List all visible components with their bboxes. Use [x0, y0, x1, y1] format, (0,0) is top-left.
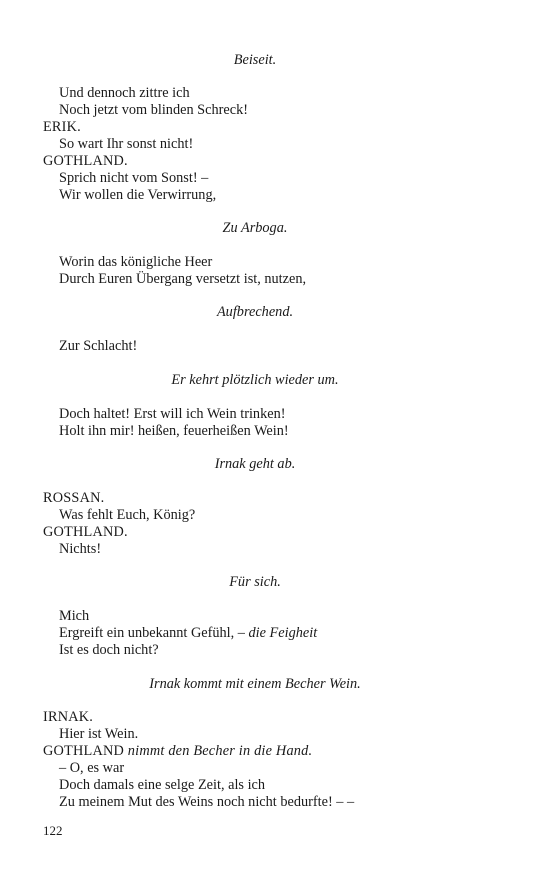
verse-line	[59, 271, 306, 287]
verse-line	[59, 760, 124, 776]
verse-line	[59, 507, 195, 523]
line-text: – O, es war	[59, 760, 125, 776]
line-text: Worin das königliche Heer	[59, 254, 213, 270]
line-text: GOTHLAND	[43, 743, 128, 759]
line-text: IRNAK.	[43, 709, 94, 725]
speaker-name	[43, 119, 81, 135]
line-text: ERIK.	[43, 119, 81, 135]
stage-direction	[0, 456, 510, 472]
line-text: GOTHLAND.	[43, 153, 128, 169]
verse-line	[59, 136, 193, 152]
line-text: GOTHLAND.	[43, 524, 128, 540]
verse-line	[59, 794, 354, 810]
speaker-name	[43, 709, 93, 725]
speaker-name	[43, 153, 128, 169]
line-text: Aufbrechend.	[216, 304, 294, 320]
line-text: Beiseit.	[233, 52, 277, 68]
line-text: Und dennoch zittre ich	[59, 85, 190, 101]
line-text: Er kehrt plötzlich wieder um.	[171, 372, 339, 388]
line-text: Was fehlt Euch, König?	[59, 507, 196, 523]
line-text: Irnak geht ab.	[214, 456, 296, 472]
line-text: Ergreift ein unbekannt Gefühl, –	[59, 625, 249, 641]
verse-line	[59, 85, 190, 101]
line-italic-text: die Feigheit	[248, 625, 318, 641]
stage-direction	[0, 372, 510, 388]
line-text: Holt ihn mir! heißen, feuerheißen Wein!	[59, 423, 289, 439]
line-text: So wart Ihr sonst nicht!	[59, 136, 194, 152]
line-text: Sprich nicht vom Sonst! –	[59, 170, 209, 186]
verse-line	[59, 406, 285, 422]
stage-direction	[0, 676, 510, 692]
line-text: Wir wollen die Verwirrung,	[59, 187, 217, 203]
stage-direction	[0, 574, 510, 590]
verse-line	[59, 423, 289, 439]
verse-line	[59, 338, 137, 354]
verse-line	[59, 187, 216, 203]
line-text: Für sich.	[229, 574, 281, 590]
line-text: Nichts!	[59, 541, 102, 557]
verse-line	[59, 777, 265, 793]
stage-direction	[0, 52, 510, 68]
line-text: Durch Euren Übergang versetzt ist, nutzen,	[59, 271, 307, 287]
speaker-name	[43, 490, 104, 506]
line-text: Ist es doch nicht?	[59, 642, 159, 658]
stage-direction	[0, 220, 510, 236]
verse-line	[59, 726, 138, 742]
verse-line	[59, 625, 317, 641]
line-text: Zu meinem Mut des Weins noch nicht bedurfte! – –	[59, 794, 355, 810]
line-text: ROSSAN.	[43, 490, 105, 506]
verse-line	[59, 541, 101, 557]
line-text: Doch haltet! Erst will ich Wein trinken!	[59, 406, 286, 422]
line-text: Zu Arboga.	[222, 220, 288, 236]
line-text: Mich	[59, 608, 90, 624]
speaker-name	[43, 743, 312, 759]
stage-direction	[0, 304, 510, 320]
verse-line	[59, 642, 159, 658]
line-text: Irnak kommt mit einem Becher Wein.	[149, 676, 361, 692]
line-text: Doch damals eine selge Zeit, als ich	[59, 777, 266, 793]
verse-line	[59, 254, 212, 270]
speaker-name	[43, 524, 128, 540]
verse-line	[59, 170, 208, 186]
line-text: Zur Schlacht!	[59, 338, 138, 354]
line-text: Noch jetzt vom blinden Schreck!	[59, 102, 248, 118]
page-number: 122	[43, 823, 63, 838]
line-italic-text: nimmt den Becher in die Hand.	[127, 743, 313, 759]
verse-line	[59, 102, 248, 118]
line-text: Hier ist Wein.	[59, 726, 139, 742]
verse-line	[59, 608, 89, 624]
